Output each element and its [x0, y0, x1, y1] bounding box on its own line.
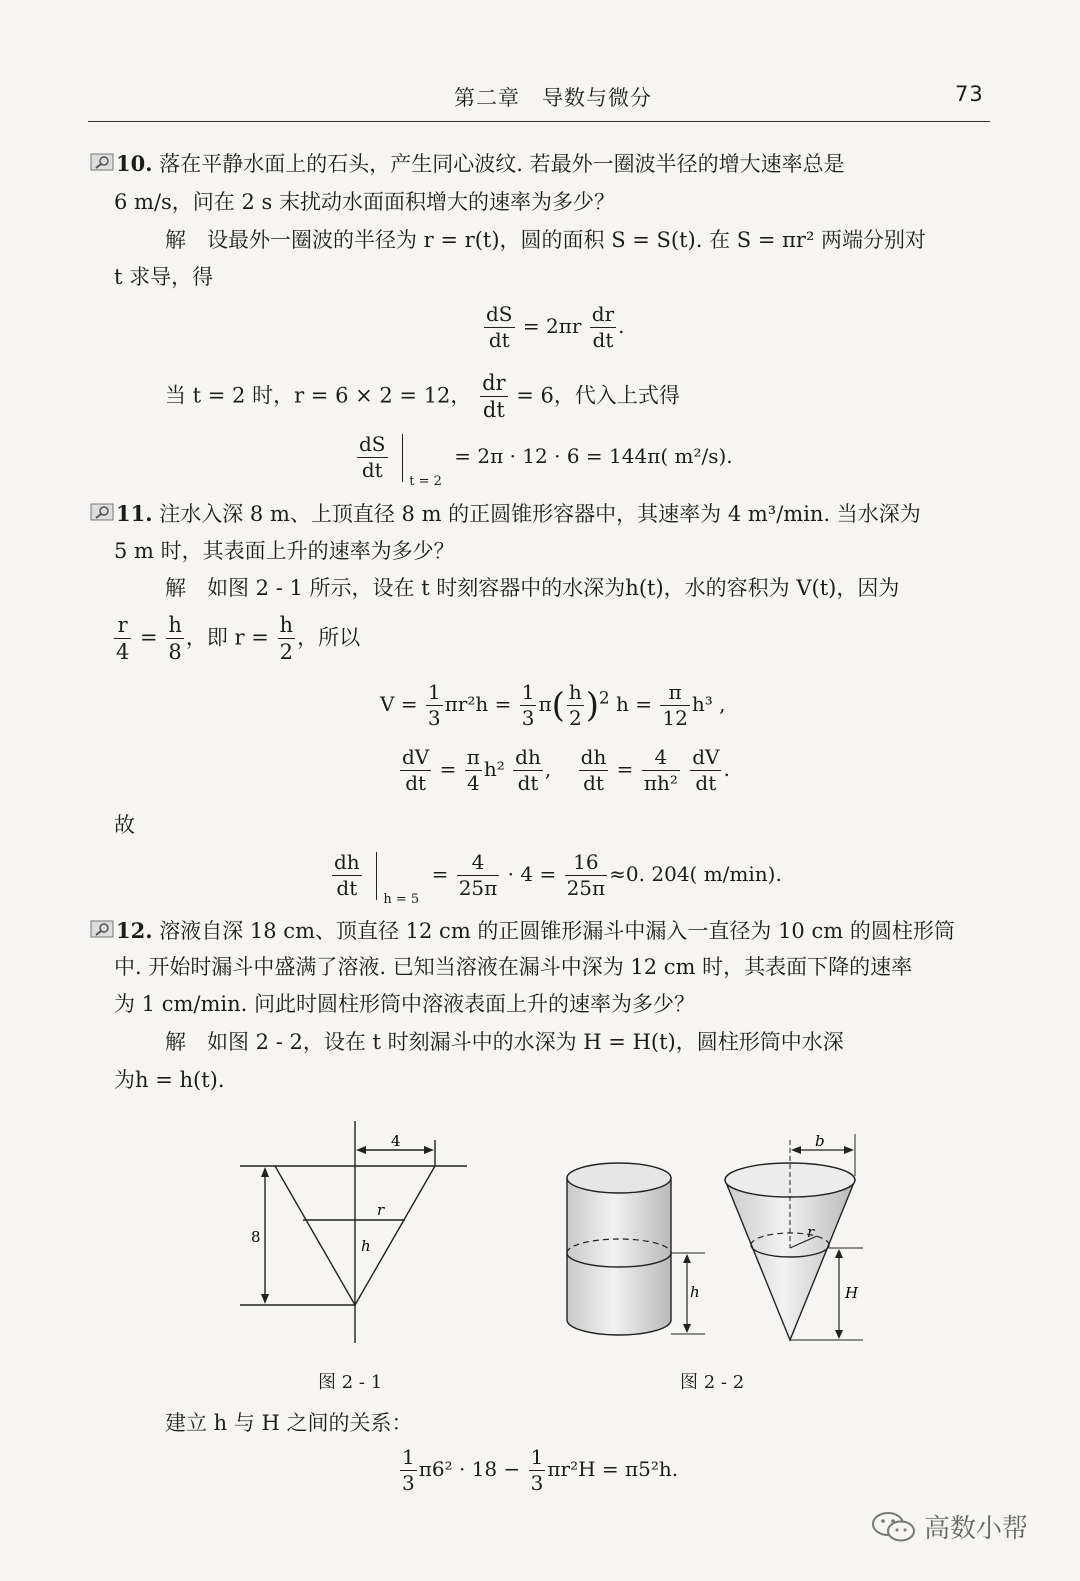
solution-10-line2: t 求导，得 — [114, 265, 214, 289]
fig2-label-r: r — [807, 1223, 815, 1241]
figure-2-2-funnel-cylinder-diagram — [555, 1130, 870, 1345]
fig1-label-8: 8 — [251, 1228, 261, 1246]
problem-11-text: 注水入深 8 m、上顶直径 8 m 的正圆锥形容器中，其速率为 4 m³/min. 当水深为 — [159, 502, 921, 526]
solution-12-line2: 为h = h(t). — [114, 1068, 225, 1092]
chapter-title: 第二章 导数与微分 — [454, 86, 652, 110]
problem-marker-icon — [90, 920, 114, 938]
header-rule — [88, 121, 990, 122]
fig1-label-4: 4 — [391, 1132, 401, 1150]
watermark-text: 高数小帮 — [924, 1514, 1029, 1544]
problem-10-number: 10. — [116, 151, 153, 176]
problem-12-number: 12. — [116, 918, 153, 943]
therefore-label: 故 — [114, 813, 135, 837]
problem-10-line1 — [116, 153, 845, 175]
wechat-icon — [870, 1510, 918, 1544]
equation-dS-at-t2: $\frac{dS}{dt}$ $_{t = 2}$ = 2π · 12 · 6 = 144π( m²/s). — [359, 432, 733, 489]
fig2-label-b: b — [815, 1132, 825, 1150]
solution-11-line1: 解 如图 2 - 1 所示，设在 t 时刻容器中的水深为h(t)，水的容积为 V(t)，因为 — [165, 576, 900, 600]
problem-11-line2: 5 m 时，其表面上升的速率为多少？ — [114, 539, 455, 563]
solution-10-line1: 解 设最外一圈波的半径为 r = r(t)，圆的面积 S = S(t). 在 S = πr² 两端分别对 — [165, 228, 927, 252]
fig2-label-H: H — [845, 1284, 859, 1302]
equation-volume: V = $\frac{1}{3}$ πr²h = $\frac{1}{3}$ π( $\frac{h}{2}$ )$^2$ h = $\frac{\pi}{12}$ h³ , — [380, 680, 726, 730]
fig1-label-h: h — [361, 1237, 371, 1255]
problem-12-line3: 为 1 cm/min. 问此时圆柱形筒中溶液表面上升的速率为多少？ — [114, 992, 695, 1016]
problem-10-line2: 6 m/s，问在 2 s 末扰动水面面积增大的速率为多少？ — [114, 190, 615, 214]
problem-10-text: 落在平静水面上的石头，产生同心波纹. 若最外一圈波半径的增大速率总是 — [159, 152, 845, 176]
solution-12-line1: 解 如图 2 - 2，设在 t 时刻漏斗中的水深为 H = H(t)，圆柱形筒中水深 — [165, 1030, 844, 1054]
figure-2-2-caption: 图 2 - 2 — [680, 1372, 745, 1393]
fig2-label-h: h — [690, 1283, 700, 1301]
ratio-r-h: $\frac{r}{4}$ = $\frac{h}{8}$ ，即 r = $\frac{h}{2}$ ，所以 — [116, 613, 361, 665]
problem-marker-icon — [90, 503, 114, 521]
equation-dS-dt: $\frac{dS}{dt}$ = 2πr $\frac{dr}{dt}$ . — [486, 302, 625, 352]
figure-2-1-cone-diagram — [235, 1115, 475, 1355]
page-number: 73 — [955, 82, 984, 106]
problem-11-line1 — [116, 503, 921, 525]
problem-12-line2: 中. 开始时漏斗中盛满了溶液. 已知当溶液在漏斗中深为 12 cm 时，其表面下降的速率 — [114, 955, 913, 979]
equation-dh-at-h5: $\frac{dh}{dt}$ $_{h = 5}$ = $\frac{4}{25\pi}$ · 4 = $\frac{16}{25\pi}$ ≈0. 204( m/min). — [334, 850, 782, 907]
fig1-label-r: r — [377, 1201, 385, 1219]
equation-relation: $\frac{1}{3}$ π6² · 18 − $\frac{1}{3}$ πr²H = π5²h. — [402, 1445, 679, 1495]
problem-11-number: 11. — [116, 501, 153, 526]
problem-12-line1 — [116, 920, 955, 942]
solution-10-when: 当 t = 2 时，r = 6 × 2 = 12， $\frac{dr}{dt}$ = 6，代入上式得 — [165, 371, 680, 423]
problem-marker-icon — [90, 153, 114, 171]
figure-2-1-caption: 图 2 - 1 — [318, 1372, 383, 1393]
problem-12-text: 溶液自深 18 cm、顶直径 12 cm 的正圆锥形漏斗中漏入一直径为 10 cm 的圆柱形筒 — [159, 919, 955, 943]
relation-intro: 建立 h 与 H 之间的关系： — [165, 1411, 413, 1435]
equation-derivatives: $\frac{dV}{dt}$ = $\frac{\pi}{4}$ h² $\frac{dh}{dt}$ , $\frac{dh}{dt}$ = $\frac{4}{\text{πh²}}$ $\frac{dV}{dt}$ . — [402, 745, 730, 795]
